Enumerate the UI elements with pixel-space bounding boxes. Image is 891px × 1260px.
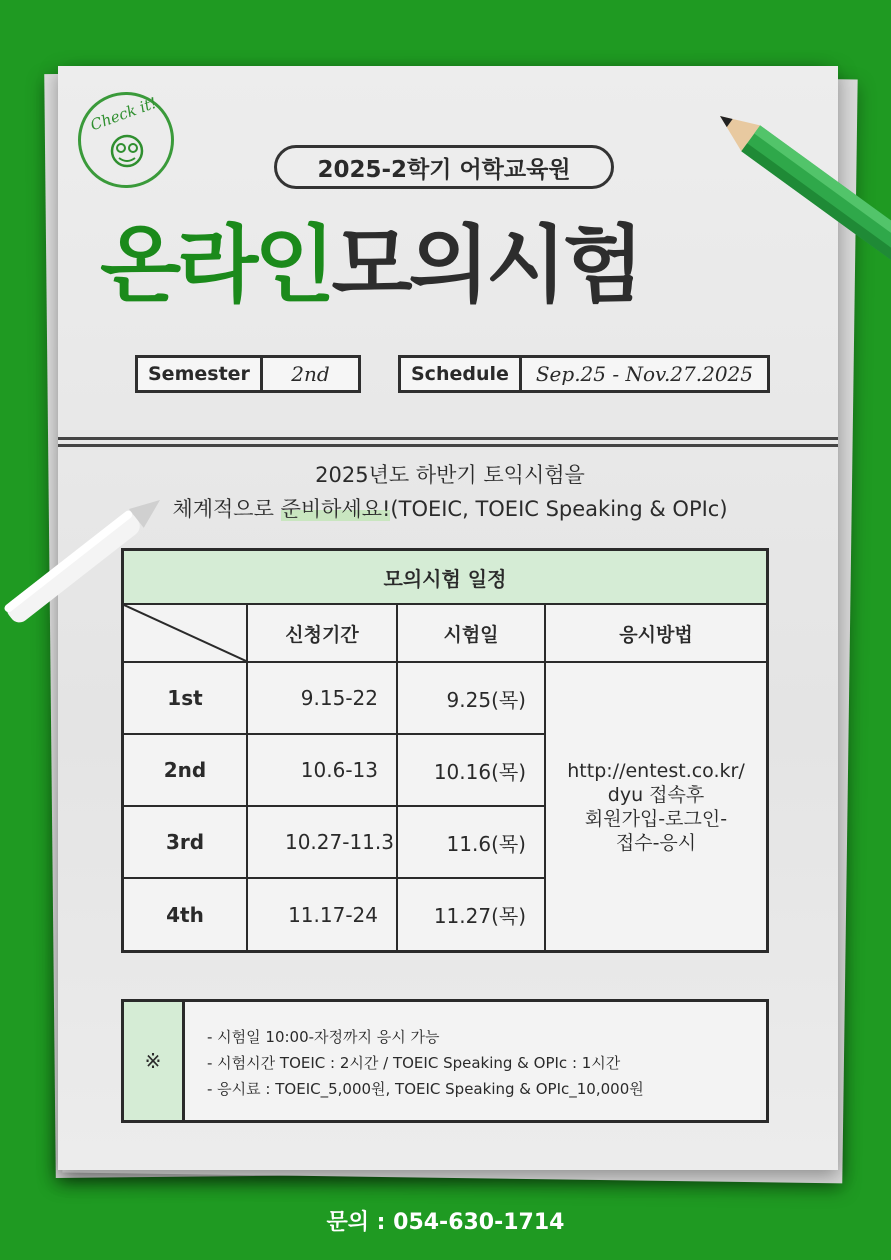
schedule-label: Schedule (401, 358, 522, 390)
round-cell: 3rd (123, 806, 248, 878)
round-cell: 2nd (123, 734, 248, 806)
intro-line-2-pre: 체계적으로 (172, 497, 281, 521)
method-line: http://entest.co.kr/ (567, 759, 745, 782)
intro-line-1: 2025년도 하반기 토익시험을 (315, 463, 585, 487)
table-title: 모의시험 일정 (123, 550, 768, 605)
intro-text (100, 458, 800, 526)
note-item: - 시험일 10:00-자정까지 응시 가능 (207, 1028, 440, 1046)
round-cell: 1st (123, 662, 248, 734)
schedule-table (121, 548, 769, 953)
divider-line (58, 444, 838, 447)
table-title-row (123, 550, 768, 605)
date-cell: 11.27(목) (397, 878, 545, 951)
note-item: - 응시료 : TOEIC_5,000원, TOEIC Speaking & OPIc_10,000원 (207, 1080, 644, 1098)
schedule-value: Sep.25 - Nov.27.2025 (535, 362, 754, 386)
date-cell: 10.16(목) (397, 734, 545, 806)
apply-cell: 10.27-11.3 (247, 806, 397, 878)
method-line: 접수-응시 (615, 831, 697, 854)
semester-label: Semester (138, 358, 263, 390)
notes-list (185, 1002, 644, 1120)
stamp-text: Check it! (88, 93, 160, 135)
intro-highlight: 준비하세요! (280, 497, 391, 521)
semester-box (135, 355, 361, 393)
notes-box (121, 999, 769, 1123)
intro-line-2 (100, 492, 800, 526)
title-dark: 모의시험 (331, 216, 641, 314)
reference-mark: ※ (124, 1002, 185, 1120)
note-item: - 시험시간 TOEIC : 2시간 / TOEIC Speaking & OPIc : 1시간 (207, 1054, 621, 1072)
col-header-method: 응시방법 (545, 604, 768, 662)
schedule-box (398, 355, 770, 393)
method-line: 회원가입-로그인- (584, 807, 728, 830)
col-header-apply: 신청기간 (247, 604, 397, 662)
apply-cell: 9.15-22 (247, 662, 397, 734)
main-title (100, 198, 800, 314)
smiley-face-icon (107, 133, 147, 169)
table-row (123, 662, 768, 734)
date-cell: 9.25(목) (397, 662, 545, 734)
table-header-row (123, 604, 768, 662)
semester-pill: 2025-2학기 어학교육원 (274, 145, 614, 189)
diagonal-line (124, 605, 246, 661)
round-cell: 4th (123, 878, 248, 951)
diagonal-header-cell (123, 604, 248, 662)
apply-cell: 11.17-24 (247, 878, 397, 951)
intro-line-2-post: (TOEIC, TOEIC Speaking & OPIc) (390, 497, 728, 521)
method-line: dyu 접속후 (607, 783, 705, 806)
apply-cell: 10.6-13 (247, 734, 397, 806)
method-cell (545, 662, 768, 952)
col-header-date: 시험일 (397, 604, 545, 662)
semester-value: 2nd (291, 362, 330, 386)
title-green: 온라인 (100, 216, 332, 314)
check-it-stamp (78, 92, 174, 188)
divider-line (58, 437, 838, 440)
contact-info: 문의 : 054-630-1714 (326, 1210, 565, 1235)
date-cell: 11.6(목) (397, 806, 545, 878)
